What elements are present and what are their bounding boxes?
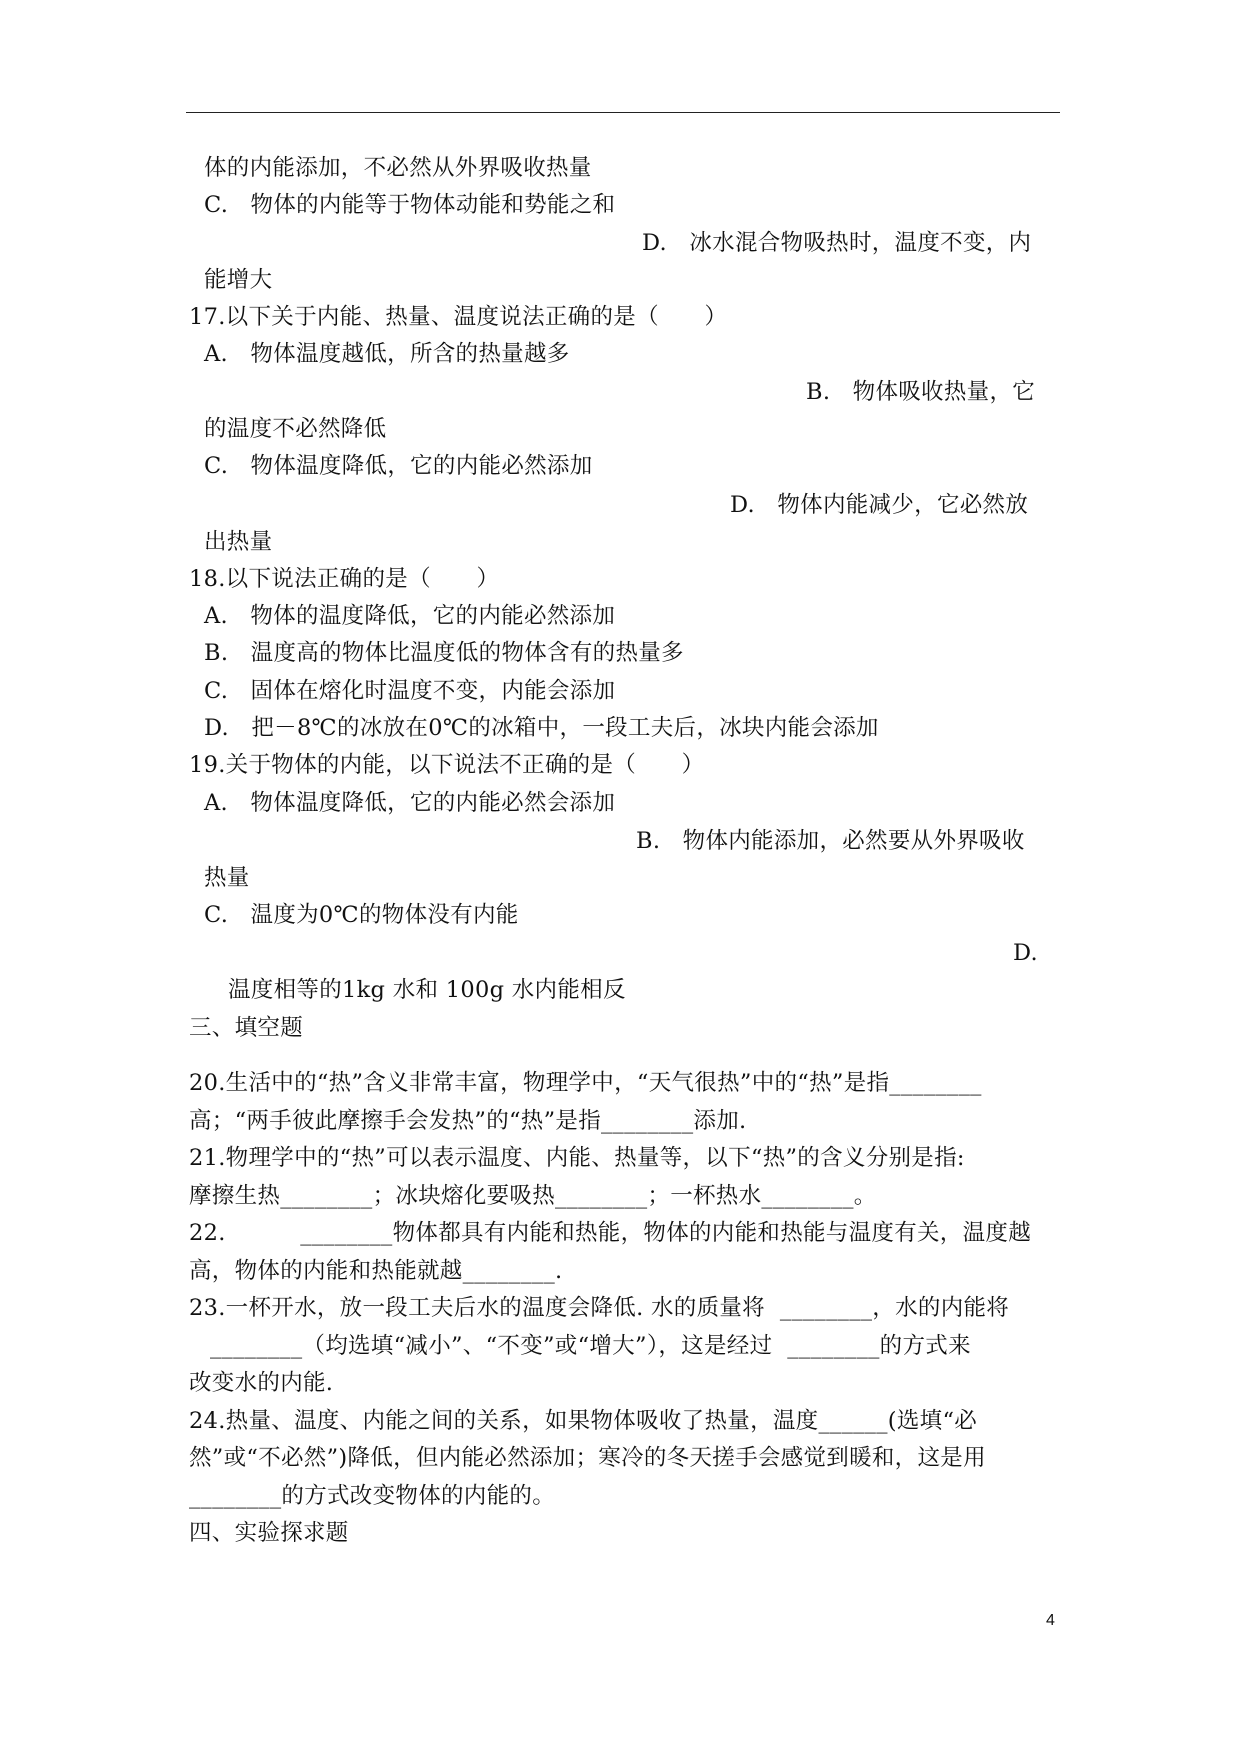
question-22: 22. ________物体都具有内能和热能，物体的内能和热能与温度有关，温度越 (189, 1220, 1032, 1246)
question-17: 17.以下关于内能、热量、温度说法正确的是（ ） (189, 304, 728, 330)
option-b-q17: B. 物体吸收热量，它 (806, 379, 1036, 405)
option-a-q19: A. 物体温度降低，它的内能必然会添加 (204, 790, 616, 816)
option-d-q18: D. 把－8℃的冰放在0℃的冰箱中，一段工夫后，冰块内能会添加 (204, 715, 879, 741)
option-a-q17: A. 物体温度越低，所含的热量越多 (204, 341, 570, 367)
option-d-q16: D. 冰水混合物吸热时，温度不变，内 (642, 230, 1032, 256)
question-21: 21.物理学中的“热”可以表示温度、内能、热量等，以下“热”的含义分别是指: (189, 1145, 965, 1171)
option-c-q18: C. 固体在熔化时温度不变，内能会添加 (204, 678, 616, 704)
option-d-text-q19: 温度相等的1kg 水和 100g 水内能相反 (228, 977, 626, 1003)
option-d-continuation-q17: 出热量 (204, 529, 273, 555)
option-c-q19: C. 温度为0℃的物体没有内能 (204, 902, 519, 928)
option-b-continuation-q17: 的温度不必然降低 (204, 416, 387, 442)
page-number: 4 (1046, 1612, 1055, 1629)
option-d-continuation-q16: 能增大 (204, 267, 273, 293)
option-c-q17: C. 物体温度降低，它的内能必然添加 (204, 453, 593, 479)
section-heading-experiment: 四、实验探求题 (189, 1520, 349, 1546)
question-24: 24.热量、温度、内能之间的关系，如果物体吸收了热量，温度______(选填“必 (189, 1408, 978, 1434)
option-d-q17: D. 物体内能减少，它必然放 (730, 492, 1029, 518)
question-23-continuation: ________（均选填“减小”、“不变”或“增大”），这是经过 ________的方式来 (210, 1333, 971, 1359)
header-rule (186, 112, 1060, 113)
section-heading-fill-in: 三、填空题 (189, 1015, 304, 1041)
question-20-continuation: 高；“两手彼此摩擦手会发热”的“热”是指________添加. (189, 1108, 747, 1134)
option-c-q16: C. 物体的内能等于物体动能和势能之和 (204, 192, 616, 218)
option-a-q18: A. 物体的温度降低，它的内能必然添加 (204, 603, 616, 629)
question-22-continuation: 高，物体的内能和热能就越________. (189, 1258, 563, 1284)
question-18: 18.以下说法正确的是（ ） (189, 566, 500, 592)
option-d-label-q19: D. (1013, 940, 1038, 966)
option-b-continuation-q19: 热量 (204, 865, 250, 891)
option-b-q18: B. 温度高的物体比温度低的物体含有的热量多 (204, 640, 684, 666)
question-24-continuation-2: ________的方式改变物体的内能的。 (189, 1483, 556, 1509)
option-b-continuation-q16: 体的内能添加，不必然从外界吸收热量 (204, 155, 592, 181)
question-20: 20.生活中的“热”含义非常丰富，物理学中，“天气很热”中的“热”是指________ (189, 1070, 982, 1096)
question-23-continuation-2: 改变水的内能. (189, 1370, 334, 1396)
question-19: 19.关于物体的内能，以下说法不正确的是（ ） (189, 752, 705, 778)
question-23: 23.一杯开水，放一段工夫后水的温度会降低. 水的质量将 ________，水的内能将 (189, 1295, 1010, 1321)
option-b-q19: B. 物体内能添加，必然要从外界吸收 (636, 828, 1025, 854)
question-24-continuation: 然”或“不必然”)降低，但内能必然添加；寒冷的冬天搓手会感觉到暖和，这是用 (189, 1445, 986, 1471)
question-21-continuation: 摩擦生热________；冰块熔化要吸热________；一杯热水________。 (189, 1183, 877, 1209)
